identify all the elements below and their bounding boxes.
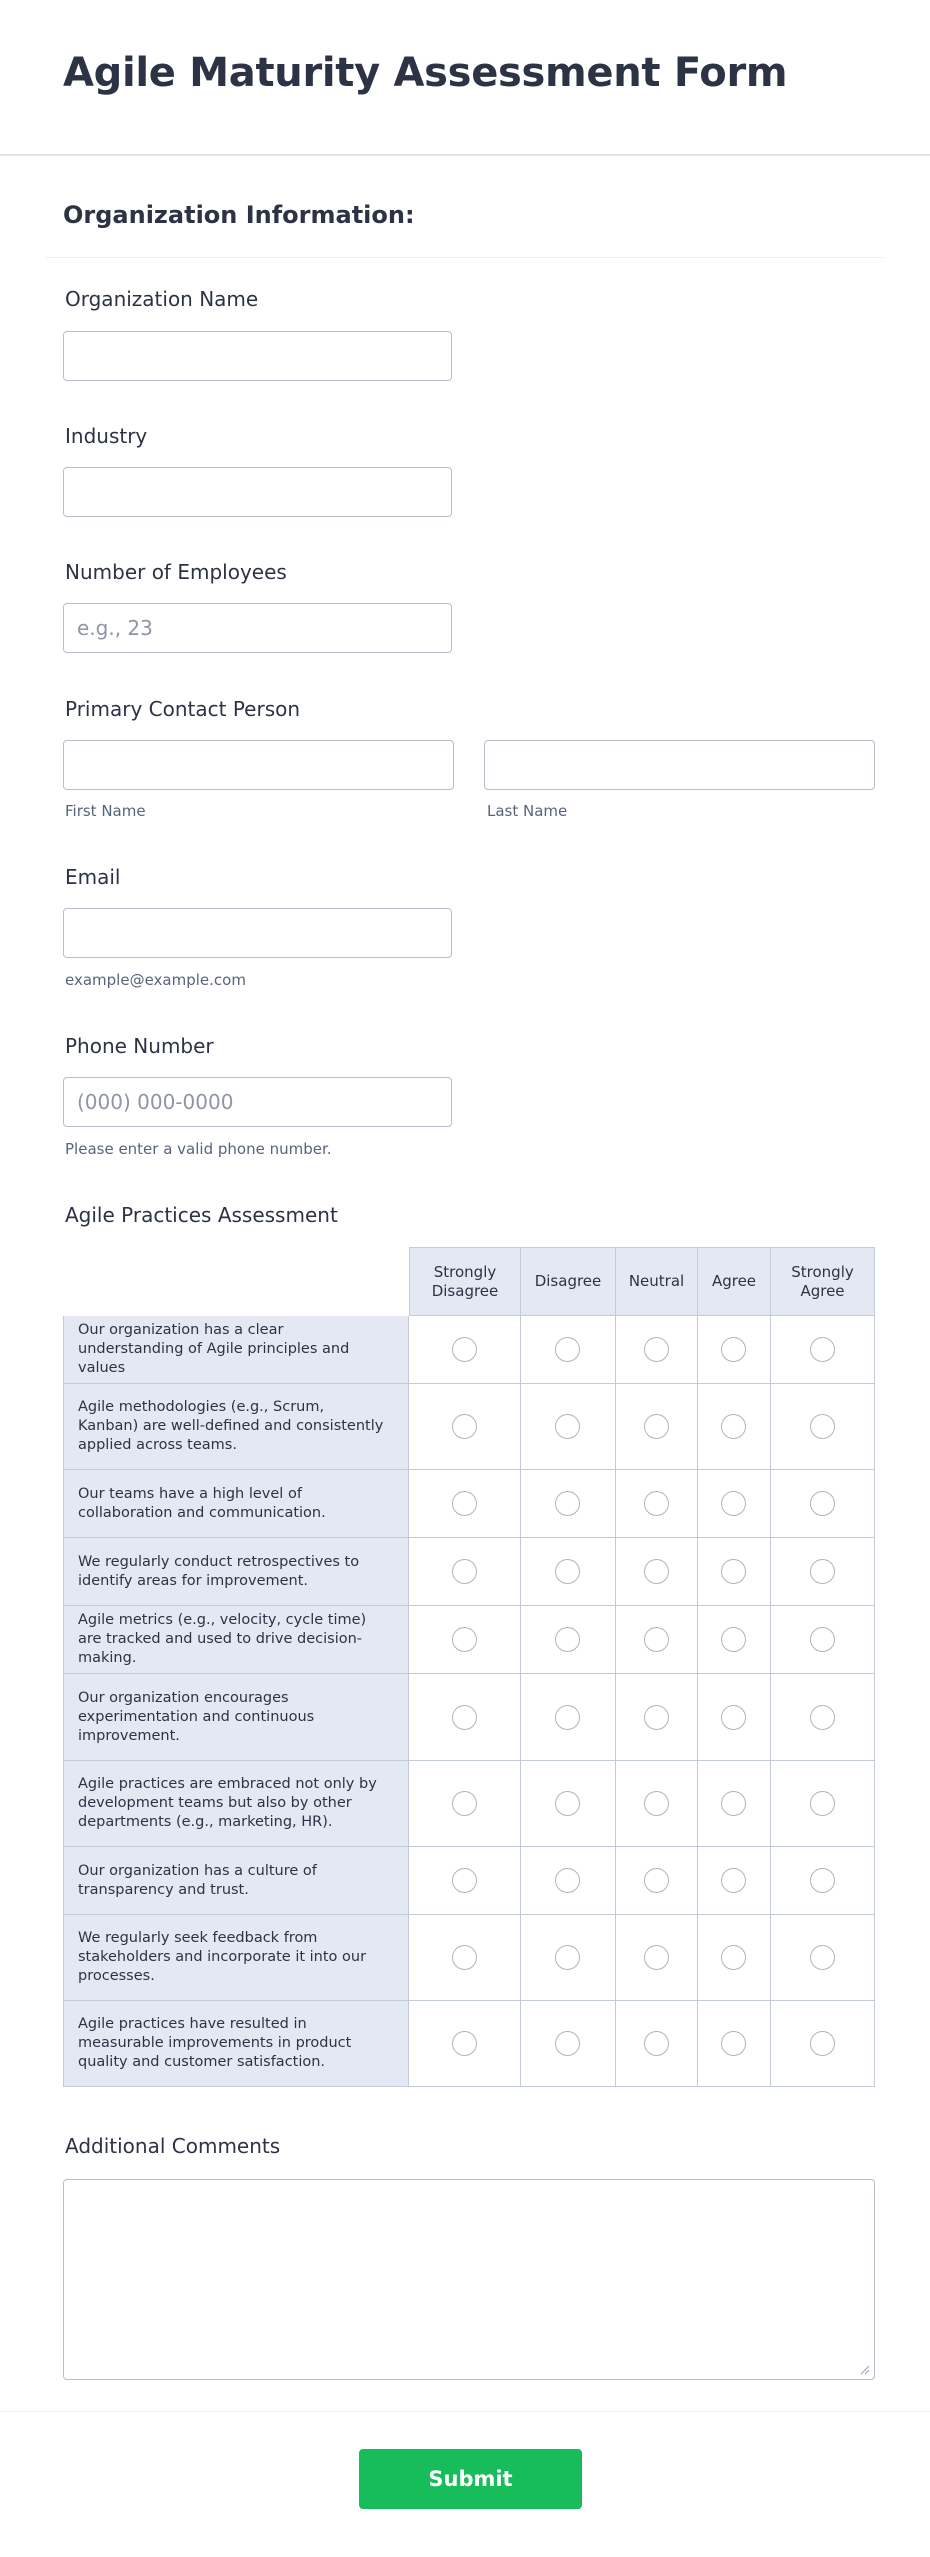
matrix-cell: [520, 2001, 616, 2086]
matrix-cell: [615, 1761, 698, 1846]
matrix-cell: [409, 1470, 521, 1537]
email-input[interactable]: [63, 908, 452, 958]
matrix-row-label: We regularly conduct retrospectives to identify areas for improvement.: [63, 1538, 409, 1605]
industry-input[interactable]: [63, 467, 452, 517]
radio-button[interactable]: [644, 1337, 669, 1362]
phone-label: Phone Number: [65, 1034, 214, 1058]
matrix-cell: [520, 1915, 616, 2000]
radio-button[interactable]: [452, 1337, 477, 1362]
matrix-cell: [409, 1538, 521, 1605]
radio-button[interactable]: [555, 1791, 580, 1816]
matrix-cell: [615, 1915, 698, 2000]
matrix-row-label: Agile metrics (e.g., velocity, cycle time) are tracked and used to drive decision-making.: [63, 1606, 409, 1673]
column-header: Strongly Disagree: [409, 1247, 521, 1316]
form-title: Agile Maturity Assessment Form: [63, 50, 788, 96]
resize-handle-icon[interactable]: [858, 2363, 870, 2375]
matrix-cell: [615, 1538, 698, 1605]
matrix-cell: [615, 1847, 698, 1914]
radio-button[interactable]: [721, 1559, 746, 1584]
matrix-cell: [615, 1674, 698, 1760]
radio-button[interactable]: [555, 1945, 580, 1970]
matrix-cell: [697, 1915, 771, 2000]
matrix-cell: [697, 1761, 771, 1846]
matrix-cell: [697, 1384, 771, 1469]
radio-button[interactable]: [452, 2031, 477, 2056]
radio-button[interactable]: [452, 1791, 477, 1816]
matrix-row: [63, 2001, 875, 2087]
matrix-cell: [697, 1674, 771, 1760]
radio-button[interactable]: [721, 1791, 746, 1816]
radio-button[interactable]: [452, 1414, 477, 1439]
matrix-row: [63, 1538, 875, 1606]
matrix-cell: [770, 1538, 875, 1605]
matrix-row: [63, 1470, 875, 1538]
radio-button[interactable]: [810, 1627, 835, 1652]
radio-button[interactable]: [810, 1868, 835, 1893]
last-name-input[interactable]: [484, 740, 875, 790]
matrix-row-label: We regularly seek feedback from stakeholders and incorporate it into our processes.: [63, 1915, 409, 2000]
radio-button[interactable]: [721, 1491, 746, 1516]
radio-button[interactable]: [644, 1945, 669, 1970]
employees-placeholder: e.g., 23: [77, 616, 153, 640]
radio-button[interactable]: [452, 1627, 477, 1652]
radio-button[interactable]: [644, 1627, 669, 1652]
matrix-cell: [520, 1761, 616, 1846]
matrix-row: [63, 1316, 875, 1384]
form-header: [0, 0, 930, 156]
column-header: Neutral: [615, 1247, 698, 1316]
matrix-cell: [520, 1847, 616, 1914]
radio-button[interactable]: [555, 1491, 580, 1516]
matrix-row-label: Agile practices have resulted in measurable improvements in product quality and customer satisfaction.: [63, 2001, 409, 2086]
radio-button[interactable]: [810, 1491, 835, 1516]
matrix-row: [63, 1674, 875, 1761]
matrix-cell: [770, 1847, 875, 1914]
matrix-cell: [615, 1316, 698, 1383]
radio-button[interactable]: [810, 1791, 835, 1816]
matrix-row: [63, 1384, 875, 1470]
matrix-cell: [409, 1761, 521, 1846]
radio-button[interactable]: [555, 1414, 580, 1439]
phone-input[interactable]: [63, 1077, 452, 1127]
radio-button[interactable]: [644, 1791, 669, 1816]
matrix-cell: [520, 1538, 616, 1605]
matrix-cell: [697, 1470, 771, 1537]
industry-label: Industry: [65, 424, 148, 448]
matrix-row: [63, 1761, 875, 1847]
radio-button[interactable]: [721, 1945, 746, 1970]
radio-button[interactable]: [810, 1705, 835, 1730]
radio-button[interactable]: [644, 1705, 669, 1730]
matrix-cell: [409, 1384, 521, 1469]
matrix-cell: [697, 2001, 771, 2086]
radio-button[interactable]: [555, 2031, 580, 2056]
matrix-cell: [697, 1847, 771, 1914]
radio-button[interactable]: [810, 1945, 835, 1970]
matrix-cell: [409, 1316, 521, 1383]
radio-button[interactable]: [721, 1414, 746, 1439]
matrix-row-label: Agile practices are embraced not only by development teams but also by other departments (e.g., marketing, HR).: [63, 1761, 409, 1846]
section-divider: [46, 257, 884, 258]
radio-button[interactable]: [810, 1559, 835, 1584]
radio-button[interactable]: [721, 1705, 746, 1730]
radio-button[interactable]: [555, 1705, 580, 1730]
matrix-cell: [770, 1470, 875, 1537]
radio-button[interactable]: [644, 1491, 669, 1516]
matrix-cell: [697, 1606, 771, 1673]
radio-button[interactable]: [452, 1705, 477, 1730]
employees-input[interactable]: [63, 603, 452, 653]
matrix-cell: [770, 1606, 875, 1673]
column-header: Disagree: [520, 1247, 616, 1316]
matrix-cell: [520, 1470, 616, 1537]
matrix-cell: [615, 1470, 698, 1537]
radio-button[interactable]: [452, 1491, 477, 1516]
radio-button[interactable]: [452, 1559, 477, 1584]
matrix-cell: [520, 1384, 616, 1469]
matrix-row-label: Our teams have a high level of collaboration and communication.: [63, 1470, 409, 1537]
matrix-row-label: Our organization has a clear understanding of Agile principles and values: [63, 1316, 409, 1383]
employees-label: Number of Employees: [65, 560, 287, 584]
radio-button[interactable]: [644, 1559, 669, 1584]
radio-button[interactable]: [810, 1337, 835, 1362]
submit-button[interactable]: Submit: [359, 2449, 582, 2509]
column-header: Agree: [697, 1247, 771, 1316]
radio-button[interactable]: [721, 1627, 746, 1652]
matrix-cell: [770, 1316, 875, 1383]
phone-sublabel: Please enter a valid phone number.: [65, 1140, 332, 1158]
matrix-cell: [520, 1674, 616, 1760]
matrix-cell: [697, 1538, 771, 1605]
radio-button[interactable]: [452, 1868, 477, 1893]
first-name-input[interactable]: [63, 740, 454, 790]
radio-button[interactable]: [555, 1337, 580, 1362]
radio-button[interactable]: [721, 1337, 746, 1362]
matrix-cell: [615, 2001, 698, 2086]
radio-button[interactable]: [721, 1868, 746, 1893]
org-name-label: Organization Name: [65, 287, 259, 311]
radio-button[interactable]: [555, 1868, 580, 1893]
matrix-row: [63, 1915, 875, 2001]
matrix-row-label: Our organization encourages experimentation and continuous improvement.: [63, 1674, 409, 1760]
matrix-row-label: Agile methodologies (e.g., Scrum, Kanban) are well-defined and consistently applied across teams.: [63, 1384, 409, 1469]
matrix-cell: [409, 1606, 521, 1673]
matrix-cell: [770, 1674, 875, 1760]
matrix-row: [63, 1847, 875, 1915]
matrix-cell: [615, 1606, 698, 1673]
matrix-row-label: Our organization has a culture of transparency and trust.: [63, 1847, 409, 1914]
matrix-cell: [520, 1316, 616, 1383]
radio-button[interactable]: [721, 2031, 746, 2056]
footer-divider: [0, 2411, 930, 2412]
matrix-cell: [770, 1384, 875, 1469]
radio-button[interactable]: [810, 1414, 835, 1439]
contact-label: Primary Contact Person: [65, 697, 301, 721]
comments-textarea[interactable]: [63, 2179, 875, 2380]
radio-button[interactable]: [555, 1627, 580, 1652]
matrix-cell: [409, 1674, 521, 1760]
matrix-cell: [770, 2001, 875, 2086]
comments-label: Additional Comments: [65, 2134, 281, 2158]
matrix-cell: [409, 1847, 521, 1914]
matrix-row: [63, 1606, 875, 1674]
matrix-cell: [770, 1915, 875, 2000]
radio-button[interactable]: [644, 1868, 669, 1893]
matrix-cell: [770, 1761, 875, 1846]
phone-placeholder: (000) 000-0000: [77, 1090, 234, 1114]
first-name-sublabel: First Name: [65, 802, 146, 820]
radio-button[interactable]: [644, 2031, 669, 2056]
email-label: Email: [65, 865, 121, 889]
matrix-cell: [409, 1915, 521, 2000]
matrix-cell: [615, 1384, 698, 1469]
email-sublabel: example@example.com: [65, 971, 246, 989]
assessment-label: Agile Practices Assessment: [65, 1203, 338, 1227]
column-header: Strongly Agree: [770, 1247, 875, 1316]
section-title: Organization Information:: [63, 201, 415, 229]
radio-button[interactable]: [810, 2031, 835, 2056]
radio-button[interactable]: [555, 1559, 580, 1584]
radio-button[interactable]: [644, 1414, 669, 1439]
matrix-cell: [409, 2001, 521, 2086]
radio-button[interactable]: [452, 1945, 477, 1970]
matrix-cell: [520, 1606, 616, 1673]
org-name-input[interactable]: [63, 331, 452, 381]
last-name-sublabel: Last Name: [487, 802, 568, 820]
matrix-cell: [697, 1316, 771, 1383]
